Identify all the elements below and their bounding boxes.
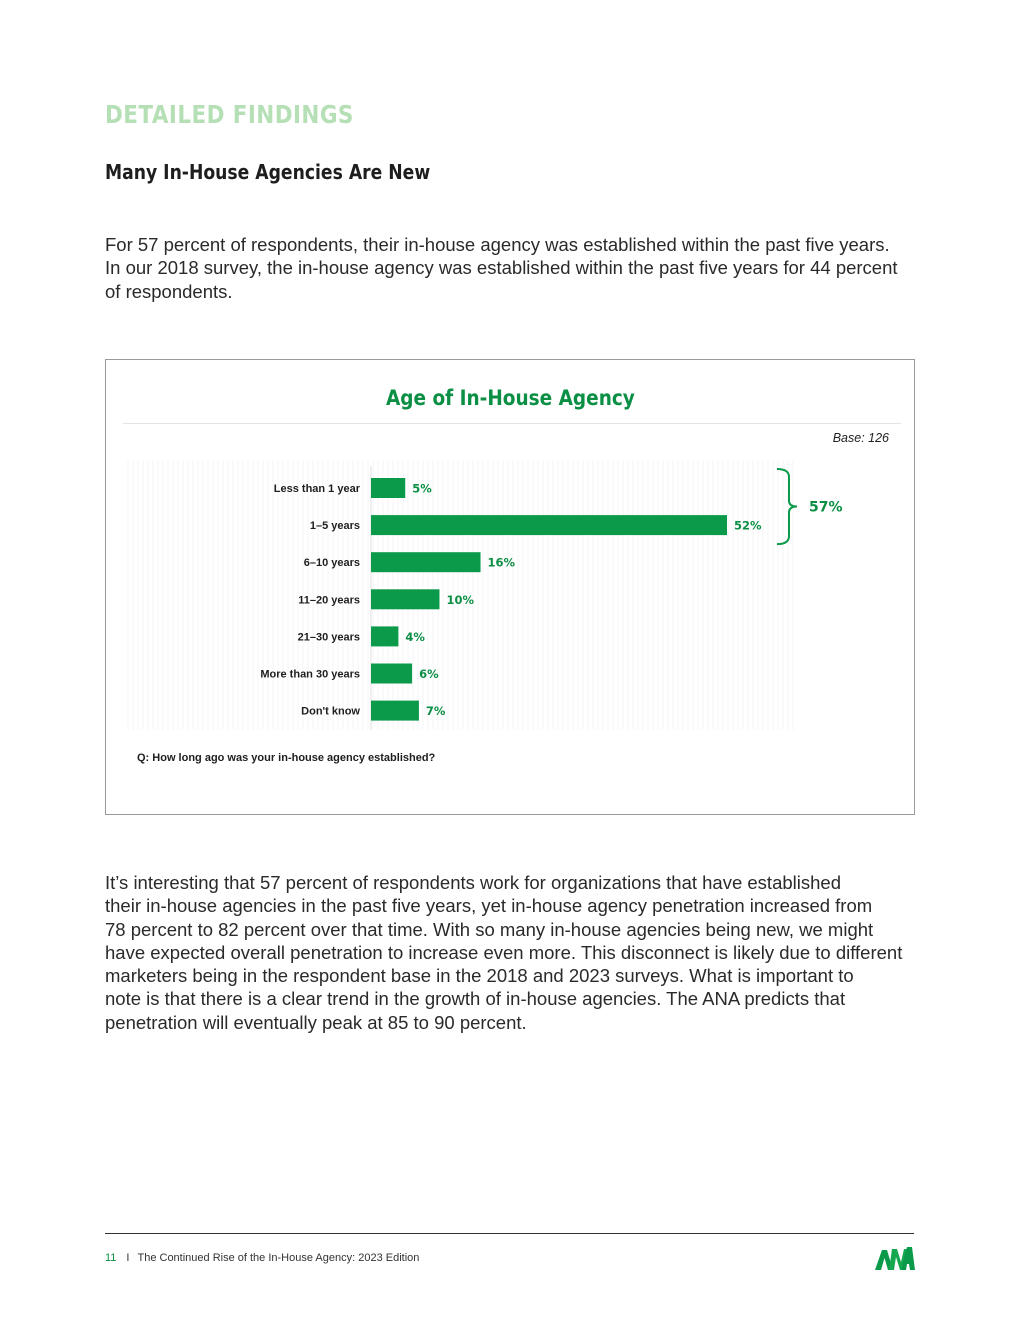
value-label: 52% [734, 518, 762, 533]
category-label: Less than 1 year [273, 483, 360, 495]
paragraph-line: of respondents. [105, 280, 233, 302]
section-title: DETAILED FINDINGS [105, 100, 354, 129]
bar-chart [106, 360, 914, 814]
category-label: 6–10 years [303, 557, 360, 570]
ana-logo-icon [874, 1245, 916, 1271]
value-label: 10% [446, 592, 474, 607]
chart-question: Q: How long ago was your in-house agency established? [137, 752, 436, 764]
page-number: 11 [105, 1252, 117, 1264]
bracket [777, 469, 797, 544]
bar [371, 664, 412, 684]
bar [371, 589, 439, 609]
value-label: 4% [405, 629, 425, 644]
value-label: 5% [412, 481, 432, 496]
body-paragraph [105, 871, 902, 1034]
value-label: 7% [425, 704, 446, 719]
footer-divider [105, 1233, 914, 1234]
paragraph-line: their in-house agencies in the past five years, yet in-house agency penetration increased from [105, 895, 873, 917]
paragraph-line: penetration will eventually peak at 85 to 90 percent. [105, 1011, 527, 1033]
bar [371, 515, 727, 535]
paragraph-line: For 57 percent of respondents, their in-house agency was established within the past five years. [105, 234, 890, 255]
bracket-label: 57% [809, 499, 843, 516]
footer-document-title: The Continued Rise of the In-House Agency: 2023 Edition [137, 1252, 420, 1264]
paragraph-line: It’s interesting that 57 percent of respondents work for organizations that have established [105, 872, 841, 893]
paragraph-line: have expected overall penetration to increase even more. This disconnect is likely due to different [105, 941, 903, 963]
category-label: Don't know [301, 705, 360, 718]
category-label: More than 30 years [260, 668, 360, 681]
value-label: 16% [487, 555, 516, 570]
category-label: 21–30 years [297, 631, 360, 644]
chart-base-note: Base: 126 [832, 431, 889, 445]
intro-paragraph [105, 233, 898, 303]
value-label: 6% [419, 667, 439, 681]
category-label: 1–5 years [309, 520, 360, 533]
chart-title: Age of In-House Agency [385, 386, 635, 410]
bar [371, 552, 481, 572]
page-subtitle: Many In-House Agencies Are New [105, 160, 431, 184]
page-footer [105, 1252, 419, 1264]
paragraph-line: 78 percent to 82 percent over that time. With so many in-house agencies being new, we might [105, 918, 874, 940]
footer-separator: I [126, 1252, 130, 1264]
chart-panel [105, 359, 915, 815]
paragraph-line: In our 2018 survey, the in-house agency was established within the past five years for 44 percent [105, 257, 898, 279]
bar [371, 701, 419, 721]
bar [371, 478, 405, 498]
category-label: 11–20 years [298, 594, 360, 607]
bar [371, 626, 398, 646]
paragraph-line: note is that there is a clear trend in the growth of in-house agencies. The ANA predicts that [105, 988, 846, 1010]
paragraph-line: marketers being in the respondent base in the 2018 and 2023 surveys. What is important to [105, 965, 854, 987]
